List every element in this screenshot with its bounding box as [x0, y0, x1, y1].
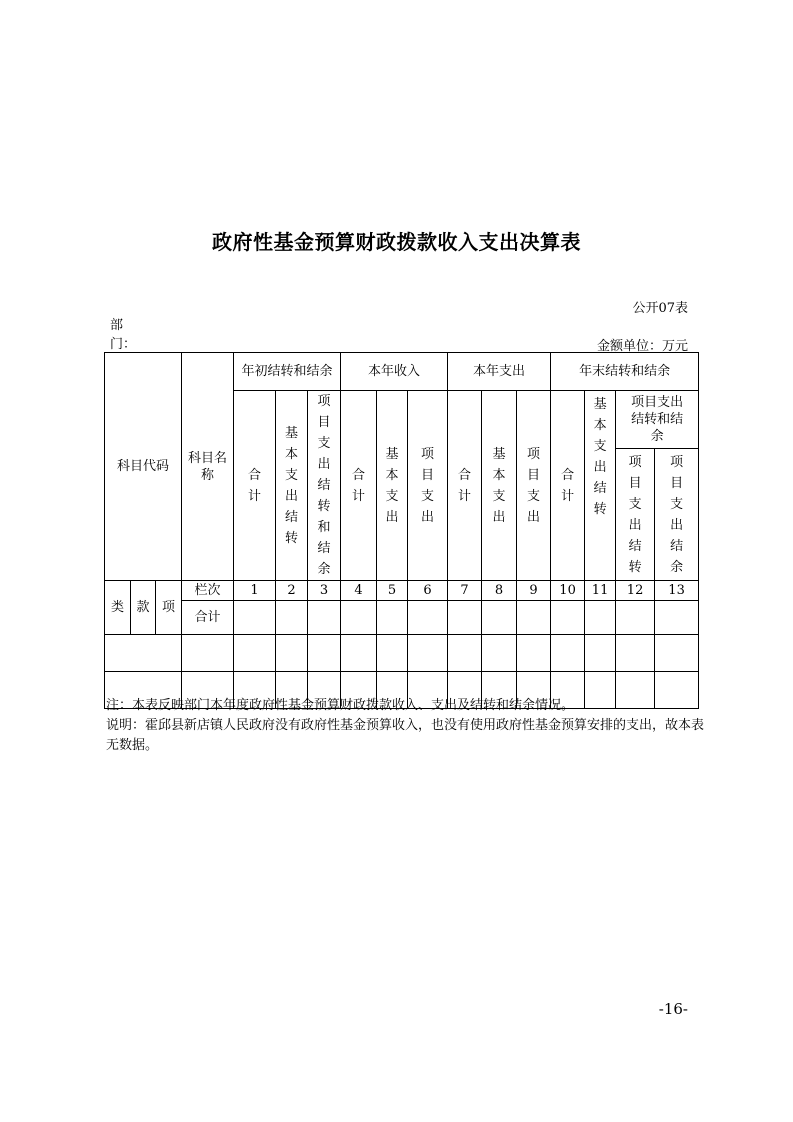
- table-cell: [448, 601, 482, 635]
- group-header-closing: 年末结转和结余: [551, 353, 699, 391]
- group-header-income: 本年收入: [341, 353, 448, 391]
- column-number: 5: [377, 581, 408, 601]
- col-total: 合计: [551, 391, 585, 581]
- column-number: 10: [551, 581, 585, 601]
- col-basic-expense: 基本支出: [377, 391, 408, 581]
- table-note: 注：本表反映部门本年度政府性基金预算财政拨款收入、支出及结转和结余情况。: [106, 698, 575, 713]
- col-basic-expense: 基本支出: [482, 391, 517, 581]
- table-cell: [182, 635, 234, 672]
- col-project-expense: 项目支出: [517, 391, 551, 581]
- column-number: 2: [276, 581, 308, 601]
- column-number: 12: [616, 581, 655, 601]
- table-cell: [616, 635, 655, 672]
- group-header-opening: 年初结转和结余: [234, 353, 341, 391]
- table-cell: [551, 635, 585, 672]
- page-title: 政府性基金预算财政拨款收入支出决算表: [212, 230, 581, 254]
- col-basic-carry: 基本支出结转: [276, 391, 308, 581]
- table-cell: [408, 601, 448, 635]
- subject-name-header: 科目名称: [182, 353, 234, 581]
- section-label: 款: [131, 581, 156, 635]
- table-cell: [585, 601, 616, 635]
- col-total: 合计: [341, 391, 377, 581]
- table-cell: [234, 601, 276, 635]
- subject-code-header: 科目代码: [105, 353, 182, 581]
- column-number: 1: [234, 581, 276, 601]
- table-cell: [308, 635, 341, 672]
- table-cell: [234, 635, 276, 672]
- column-number: 11: [585, 581, 616, 601]
- column-number: 8: [482, 581, 517, 601]
- class-label: 类: [105, 581, 131, 635]
- page-number: -16-: [658, 1000, 688, 1018]
- column-number: 9: [517, 581, 551, 601]
- table-cell: [276, 601, 308, 635]
- table-cell: [276, 635, 308, 672]
- table-cell: [408, 635, 448, 672]
- amount-unit-label: 金额单位：万元: [596, 339, 688, 354]
- row-total-label: 合计: [182, 601, 234, 635]
- table-cell: [377, 601, 408, 635]
- fund-budget-table: [104, 352, 699, 709]
- column-number: 7: [448, 581, 482, 601]
- table-cell: [308, 601, 341, 635]
- col-basic-carry: 基本支出结转: [585, 391, 616, 581]
- group-header-expense: 本年支出: [448, 353, 551, 391]
- col-project-expense: 项目支出: [408, 391, 448, 581]
- table-row: [105, 635, 699, 672]
- table-cell: [482, 635, 517, 672]
- table-cell: [551, 601, 585, 635]
- form-number: 公开07表: [632, 301, 688, 316]
- table-cell: [341, 601, 377, 635]
- table-cell: [616, 601, 655, 635]
- table-cell: [655, 635, 699, 672]
- table-cell: [482, 601, 517, 635]
- table-cell: [517, 635, 551, 672]
- col-total: 合计: [448, 391, 482, 581]
- item-label: 项: [156, 581, 182, 635]
- table-cell: [655, 601, 699, 635]
- table-cell: [585, 635, 616, 672]
- notes-block: [106, 696, 706, 756]
- table-cell: [448, 635, 482, 672]
- col-project-surplus: 项目支出结余: [655, 449, 699, 581]
- table-cell: [341, 635, 377, 672]
- department-label: 部门：: [110, 318, 137, 352]
- column-number: 3: [308, 581, 341, 601]
- column-number: 4: [341, 581, 377, 601]
- table-explanation: 说明：霍邱县新店镇人民政府没有政府性基金预算收入，也没有使用政府性基金预算安排的支出，故本表无数据。: [106, 718, 705, 753]
- row-index-label: 栏次: [182, 581, 234, 601]
- col-total: 合计: [234, 391, 276, 581]
- column-number: 13: [655, 581, 699, 601]
- col-project-carry-surplus: 项目支出结转和结余: [308, 391, 341, 581]
- table-cell: [517, 601, 551, 635]
- col-project-carry-surplus: 项目支出结转和结余: [616, 391, 699, 449]
- col-project-carry: 项目支出结转: [616, 449, 655, 581]
- table-cell: [377, 635, 408, 672]
- table-cell: [105, 635, 182, 672]
- column-number: 6: [408, 581, 448, 601]
